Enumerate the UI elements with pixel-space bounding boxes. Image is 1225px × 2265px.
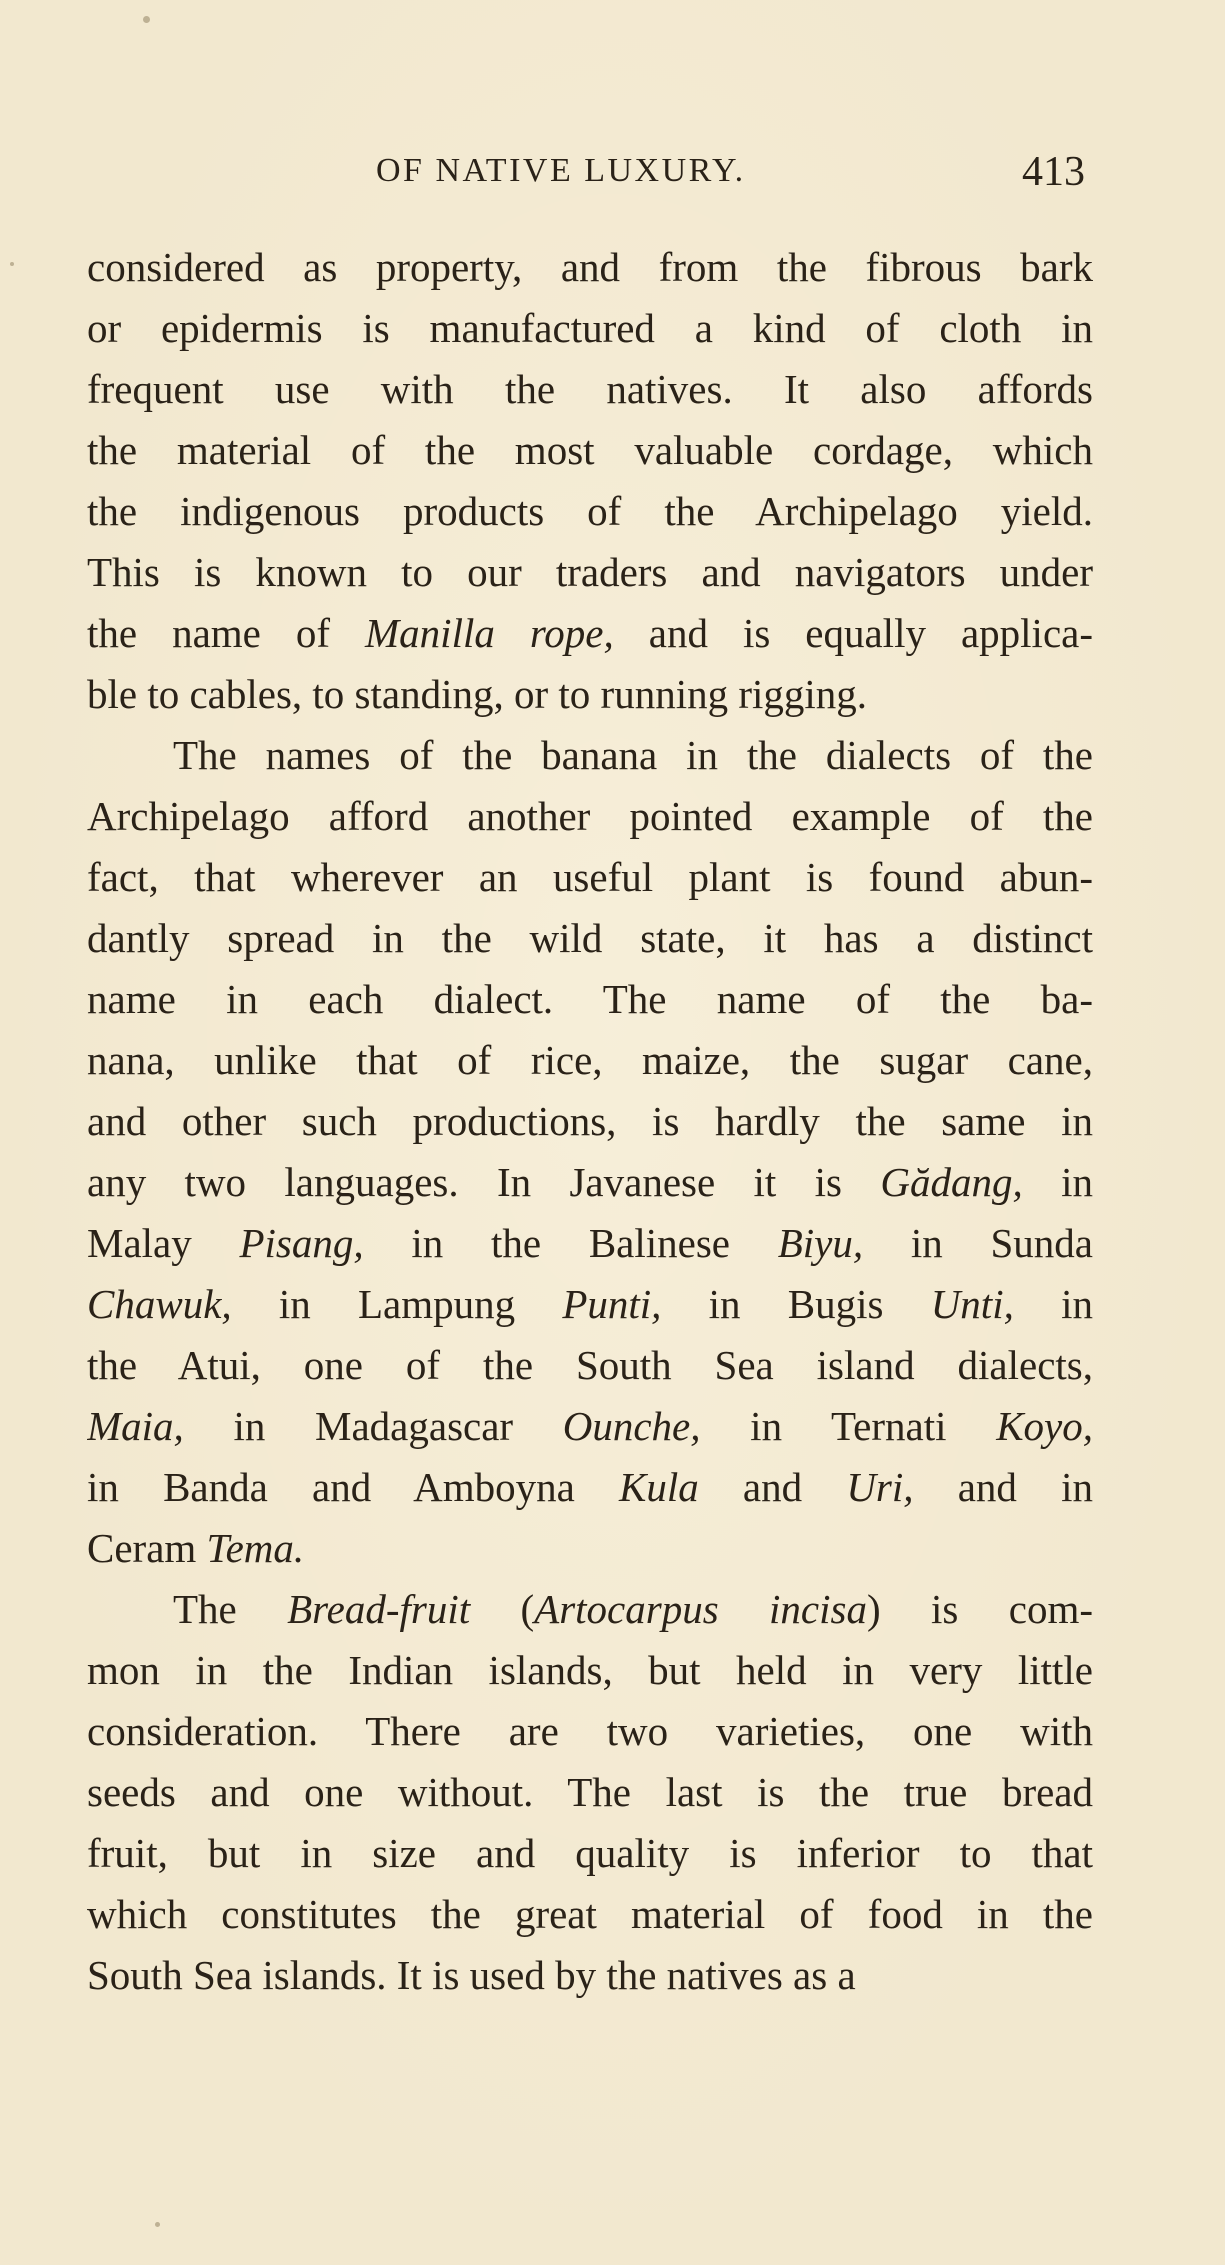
text-run: in the Balinese (363, 1220, 778, 1266)
text-run: South Sea islands. It is used by the natives as a (87, 1952, 856, 1998)
ink-speck (143, 16, 150, 23)
text-run: dantly spread in the wild state, it has a distinct (87, 915, 1093, 961)
italic-term: Kula (619, 1464, 699, 1510)
text-line (87, 1762, 1093, 1823)
text-run: which constitutes the great material of food in the (87, 1891, 1093, 1937)
text-line (87, 1518, 1093, 1579)
italic-term: Chawuk, (87, 1281, 232, 1327)
text-run: in Bugis (661, 1281, 931, 1327)
italic-term: Pisang, (239, 1220, 364, 1266)
text-line (87, 1030, 1093, 1091)
text-run: and in (913, 1464, 1093, 1510)
text-run: Archipelago afford another pointed example of the (87, 793, 1093, 839)
italic-term: Biyu, (777, 1220, 864, 1266)
ink-speck (10, 262, 14, 266)
text-run: fruit, but in size and quality is inferior to that (87, 1830, 1093, 1876)
text-line (87, 1640, 1093, 1701)
text-line (87, 908, 1093, 969)
italic-term: Gădang, (880, 1159, 1023, 1205)
text-line (87, 298, 1093, 359)
italic-term: Punti, (562, 1281, 662, 1327)
text-run: in Sunda (863, 1220, 1093, 1266)
text-run: The (173, 1586, 288, 1632)
text-run: ) is com- (866, 1586, 1093, 1632)
text-run: and other such productions, is hardly the same in (87, 1098, 1093, 1144)
text-line (87, 542, 1093, 603)
text-line (87, 1091, 1093, 1152)
paragraph (87, 725, 1093, 1579)
italic-term: Artocarpus incisa (534, 1586, 867, 1632)
text-run: mon in the Indian islands, but held in very little (87, 1647, 1093, 1693)
text-run: the Atui, one of the South Sea island dialects, (87, 1342, 1093, 1388)
text-run: in Banda and Amboyna (87, 1464, 619, 1510)
text-run: the material of the most valuable cordage, which (87, 427, 1093, 473)
italic-term: Ounche, (562, 1403, 701, 1449)
text-run: the name of (87, 610, 366, 656)
text-line (87, 786, 1093, 847)
italic-term: Unti, (930, 1281, 1014, 1327)
text-line (87, 969, 1093, 1030)
text-run: and (698, 1464, 847, 1510)
italic-term: Uri, (846, 1464, 914, 1510)
text-run: any two languages. In Javanese it is (87, 1159, 881, 1205)
running-head (0, 149, 1225, 202)
text-line (87, 1274, 1093, 1335)
italic-term: Manilla rope, (365, 610, 614, 656)
text-line (87, 237, 1093, 298)
text-run: in Ternati (700, 1403, 997, 1449)
text-run: in (1022, 1159, 1093, 1205)
text-run: seeds and one without. The last is the true bread (87, 1769, 1093, 1815)
ink-speck (155, 2222, 160, 2227)
italic-term: Tema. (206, 1525, 305, 1571)
text-line (87, 1396, 1093, 1457)
text-line (87, 1213, 1093, 1274)
text-line (87, 420, 1093, 481)
text-run: Ceram (87, 1525, 207, 1571)
running-head-title: OF NATIVE LUXURY. (376, 152, 746, 189)
text-line (87, 1335, 1093, 1396)
text-run: name in each dialect. The name of the ba- (87, 976, 1093, 1022)
text-run: the indigenous products of the Archipelago yield. (87, 488, 1093, 534)
text-line (87, 1945, 1093, 2006)
text-line (87, 664, 1093, 725)
text-run: frequent use with the natives. It also affords (87, 366, 1093, 412)
text-run: in Madagascar (183, 1403, 563, 1449)
text-line (87, 481, 1093, 542)
paragraph (87, 1579, 1093, 2006)
text-run: consideration. There are two varieties, one with (87, 1708, 1093, 1754)
text-run: nana, unlike that of rice, maize, the sugar cane, (87, 1037, 1093, 1083)
text-line (87, 1884, 1093, 1945)
paragraph (87, 237, 1093, 725)
text-run: ble to cables, to standing, or to running rigging. (87, 671, 868, 717)
text-run: fact, that wherever an useful plant is found abun- (87, 854, 1093, 900)
text-line (87, 1701, 1093, 1762)
text-line (87, 725, 1093, 786)
text-run: Malay (87, 1220, 240, 1266)
text-run: This is known to our traders and navigators under (87, 549, 1093, 595)
text-line (87, 1579, 1093, 1640)
text-run: The names of the banana in the dialects of the (173, 732, 1093, 778)
text-line (87, 847, 1093, 908)
body-text (87, 237, 1093, 2006)
text-line (87, 1823, 1093, 1884)
text-run: and is equally applica- (613, 610, 1093, 656)
text-line (87, 603, 1093, 664)
text-line (87, 1457, 1093, 1518)
text-run: considered as property, and from the fibrous bark (87, 244, 1093, 290)
page-number: 413 (1022, 149, 1085, 195)
text-run: in Lampung (231, 1281, 563, 1327)
text-run: in (1013, 1281, 1093, 1327)
text-line (87, 359, 1093, 420)
text-line (87, 1152, 1093, 1213)
text-run: or epidermis is manufactured a kind of cloth in (87, 305, 1093, 351)
italic-term: Koyo, (996, 1403, 1093, 1449)
italic-term: Bread-fruit (287, 1586, 471, 1632)
text-run: ( (470, 1586, 535, 1632)
italic-term: Maia, (87, 1403, 184, 1449)
